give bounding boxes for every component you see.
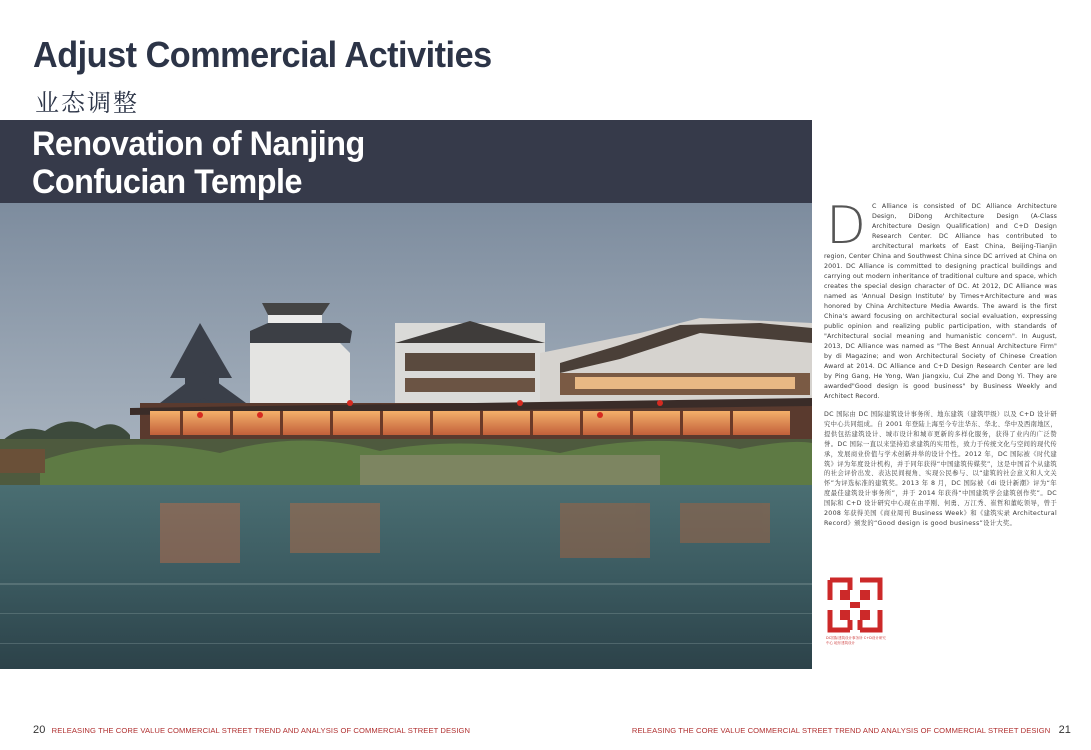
article-chinese-paragraph: DC 国际由 DC 国际建筑设计事务所、地东建筑（建筑甲级）以及 C+D 设计研究中心共同组成。自 2001 年登陆上海至今专注华东、华北、华中及西南地区，提供包括建筑设计、城市设计和城市更新的多样化服务，获得了业内的广泛赞誉。DC 国际一直以来坚持追求建筑的实用性，致力于传统文化与空间的现代传承，发展商业价值与学术创新并举的设计个性。2012 年，DC 国际被《时代建筑》评为年度设计机构，并于同年获得“中国建筑传媒奖”，这是中国首个从建筑的社会评价出发、表达民间视角、实现公民参与、以“建筑的社会意义和人文关怀”为评选标准的建筑奖。2013 年 8 月，DC 国际被《di 设计新潮》评为“年度最佳建筑设计事务所”，并于 2014 年获得“中国建筑学会建筑创作奖”。DC 国际和 C+D 设计研究中心现在由平刚、何勇、万江秀、崔哲和董屹领导，曾于 2008 年获得美国《商业周刊 Business Week》和《建筑实录 Architectural Record》颁发的“Good design is good business”设计大奖。: [824, 411, 1057, 527]
logo-caption: DC国际建筑设计事务所 C+D设计研究中心 地东建筑设计: [826, 636, 886, 645]
footer-left-text: RELEASING THE CORE VALUE COMMERCIAL STREET TREND AND ANALYSIS OF COMMERCIAL STREET DESIGN: [51, 726, 471, 735]
page-number-left: 20: [33, 724, 46, 736]
footer-right: [632, 724, 1071, 736]
footer-right-text: RELEASING THE CORE VALUE COMMERCIAL STREET TREND AND ANALYSIS OF COMMERCIAL STREET DESIGN: [631, 726, 1051, 735]
section-banner: [0, 120, 812, 203]
footer-left: [33, 724, 470, 736]
page-title: Adjust Commercial Activities: [33, 34, 492, 75]
dropcap: D: [825, 196, 867, 256]
banner-title-line1: Renovation of Nanjing: [32, 125, 365, 163]
page-subtitle-chinese: 业态调整: [35, 89, 139, 117]
dc-alliance-logo: [826, 576, 884, 666]
page-number-right: 21: [1058, 724, 1071, 736]
dc-logo-mark-icon: [826, 576, 884, 634]
article-english-paragraph: C Alliance is consisted of DC Alliance Architecture Design, DiDong Architecture Design (A-Class Architecture Design Qualification) and C+D Design Research Center. DC Alliance has contributed to architectural markets of East China, Beijing-Tianjin region, Center China and Southwest China since DC arrived at China on 2001. DC Alliance is committed to designing practical buildings and carrying out modern inheritance of traditional culture and space, which creates the special design character of DC. At 2012, DC Alliance was named as 'Annual Design Institute' by Times+Architecture and was honored by China Architecture Media Awards. The award is the first China's award focusing on architectural social evaluation, expressing public opinion and realizing public participation, with standards of "Architectural social meaning and humanistic concern". In August, 2013, DC Alliance was named as "The Best Annual Architecture Firm" by di Magazine; and won Architectural Society of Chinese Creation Award at 2014. DC Alliance and C+D Design Research Center are led by Ping Gang, He Yong, Wan Jiangxiu, Cui Zhe and Dong Yi. They are awarded"Good design is good business" by Business Weekly and Architect Record.: [824, 203, 1057, 400]
banner-title: [32, 125, 365, 201]
temple-riverside-photo: [0, 203, 812, 669]
banner-title-line2: Confucian Temple: [32, 163, 302, 201]
article-text: [824, 196, 1057, 529]
